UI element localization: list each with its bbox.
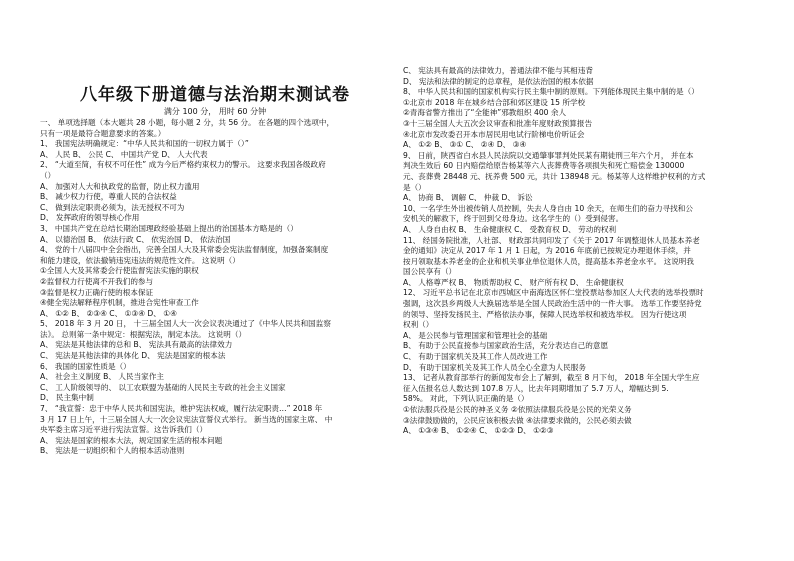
text-line: 12、 习近平总书记在北京市西城区中南海选区怀仁堂投票站参加区人大代表的选举投票时 xyxy=(403,288,704,298)
text-line: 和能力建设，依法撤销违宪违法的规范性文件。 这说明（） xyxy=(40,255,240,265)
text-line: 安机关的解救下，终于回到父母身边。这名学生的（）受到侵害。 xyxy=(403,214,624,224)
text-line: 只有一项是最符合题意要求的答案。） xyxy=(40,128,166,138)
text-line: 9、 日前，陕西省白水县人民法院以交通肇事罪判处民某有期徒刑三年六个月， 并在本 xyxy=(403,150,694,160)
text-line: 是（） xyxy=(403,182,426,192)
text-line: ①全国人大及其常委会行使监督宪法实施的职权 xyxy=(40,266,199,276)
text-line: ①依法服兵役是公民的神圣义务 ②依照法律服兵役是公民的光荣义务 xyxy=(403,405,632,414)
text-line: 权利（） xyxy=(403,320,434,330)
text-line: 6、 我国的国家性质是（） xyxy=(40,361,131,371)
text-line: 5、 2018 年 3 月 20 日， 十三届全国人大一次会议表决通过了《中华人民共和国监察 xyxy=(40,319,331,329)
text-line: ③法律鼓励做的，公民应该积极去做 ④法律要求做的，公民必须去做 xyxy=(403,415,632,425)
text-line: 11、 经国务院批准，人社部、 财政部共同印发了《关于 2017 年调整退休人员基本养老 xyxy=(403,235,700,245)
text-line: ④北京市发改委召开本市居民用电试行阶梯电价听证会 xyxy=(403,129,585,139)
text-line: 8、 中华人民共和国的国家机构实行民主集中制的原则。下列能体现民主集中制的是（） xyxy=(403,87,699,97)
text-line: D、 有助于国家机关及其工作人员全心全意为人民服务 xyxy=(403,362,586,372)
page-subtitle: 满分 100 分， 用时 60 分钟 xyxy=(163,107,267,116)
text-line: C、 做到法定职责必须为，法无授权不可为 xyxy=(40,202,185,212)
text-line: A、 ①② B、 ②③④ C、 ①③④ D、 ①④ xyxy=(40,308,177,318)
text-line: D、 发挥政府的领导核心作用 xyxy=(40,213,140,223)
text-line: 强调，这次县乡两级人大换届选举是全国人民政治生活中的一件大事。 选举工作要坚持党 xyxy=(403,299,702,309)
text-line: B、 有助于公民直接参与国家政治生活，充分表达自己的意愿 xyxy=(403,341,609,351)
text-line: A、 ①② B、 ③① C、 ②④ D、 ③④ xyxy=(403,140,527,150)
text-line: 按月领取基本养老金的企业和机关事业单位退休人员，提高基本养老金水平。 这说明我 xyxy=(403,256,694,266)
text-line: A、 社会主义制度 B、 人民当家作主 xyxy=(40,372,164,382)
text-line: 7、 “我宣誓：忠于中华人民共和国宪法，维护宪法权威，履行法定职责…” 2018 年 xyxy=(40,404,323,414)
text-line: 4、 党的十八届四中全会指出，完善全国人大及其常委会宪法监督制度，加强备案制度 xyxy=(40,245,329,255)
text-line: A、 人身自由权 B、 生命健康权 C、 受教育权 D、 劳动的权利 xyxy=(403,224,617,234)
text-line: 58%。 对此，下列认识正确的是（） xyxy=(403,394,529,404)
text-line: D、 民主集中制 xyxy=(40,393,94,403)
text-line: ③监督是权力正确行使的根本保证 xyxy=(40,287,154,297)
text-line: 元、丧葬费 28448 元、抚养费 500 元，共计 138948 元。杨某等人这样维护权利的方式 xyxy=(403,171,706,181)
text-line: 征入伍报名总人数达到 107.8 万人，比去年同期增加了 5.7 万人，增幅达到 5. xyxy=(403,383,669,393)
page-title: 八年级下册道德与法治期末测试卷 xyxy=(80,85,350,105)
text-line: A、 是公民参与管理国家和管理社会的基础 xyxy=(403,330,548,340)
text-line: 国公民享有（） xyxy=(403,267,457,277)
text-line: ②青海省警方推出了“全能神”邪教组织 400 余人 xyxy=(403,108,567,118)
text-line: A、 人格尊严权 B、 物质帮助权 C、 财产所有权 D、 生命健康权 xyxy=(403,277,624,287)
right-column xyxy=(403,66,753,437)
text-line: 13、 记者从教育部举行的新闻发布会上了解到，截至 8 月下旬， 2018 年全国大学生应 xyxy=(403,373,700,383)
text-line: 1、 我国宪法明确规定：“中华人民共和国的一切权力属于（）” xyxy=(40,139,249,149)
text-line: 法》。 总则第一条中规定：根据宪法，制定本法。 这说明（） xyxy=(40,329,247,339)
text-line: A、 宪法是其他法律的总和 B、 宪法具有最高的法律效力 xyxy=(40,340,233,350)
text-line: ④健全宪法解释程序机制，推进合宪性审查工作 xyxy=(40,298,199,308)
text-line: B、 减少权力行使，尊重人民的合法权益 xyxy=(40,192,177,202)
text-line: A、 以德治国 B、 依法行政 C、 依宪治国 D、 依法治国 xyxy=(40,234,231,244)
text-line: 3、 中国共产党在总结长期治国理政经验基础上提出的治国基本方略是的（） xyxy=(40,223,298,233)
text-line: （） xyxy=(40,170,56,180)
text-line: 10、一名学生外出被传销人员控制，失去人身自由 10 余天，在师生们的奋力寻找和公 xyxy=(403,203,693,213)
text-line: 3 月 17 日上午，十三届全国人大一次会议宪法宣誓仪式举行。 新当选的国家主席、 中 xyxy=(40,414,333,424)
text-line: 一、 单项选择题（本大题共 28 小题，每小题 2 分，共 56 分。 在各题的四个选项中， xyxy=(40,118,335,127)
text-line: C、 工人阶级领导的、 以工农联盟为基础的人民民主专政的社会主义国家 xyxy=(40,382,286,392)
text-line: 2、 “大道至简，有权不可任性” 成为今后严格约束权力的警示。 这要求我国各级政府 xyxy=(40,160,326,170)
text-line: ①北京市 2018 年在城乡结合部和郊区建设 15 所学校 xyxy=(403,97,586,107)
text-line: C、 有助于国家机关及其工作人员改进工作 xyxy=(403,352,548,362)
text-line: A、 ①③④ B、 ①②④ C、 ①②③ D、 ①②③ xyxy=(403,426,554,436)
text-line: A、 加强对人大和执政党的监督，防止权力滥用 xyxy=(40,181,200,191)
text-line: B、 宪法是一切组织和个人的根本活动准则 xyxy=(40,446,185,456)
text-line: D、 宪法和法律的制定的总章程，是依法治国的根本依据 xyxy=(403,76,594,86)
text-line: 央军委主席习近平进行宪法宣誓。这告诉我们（） xyxy=(40,425,208,435)
text-line: C、 宪法具有最高的法律效力，普通法律不能与其相违背 xyxy=(403,66,593,75)
text-line: 的领导、坚持发扬民主、严格依法办事，保障人民选举权和被选举权。 因为行使这项 xyxy=(403,309,687,319)
text-line: A、 宪法是国家的根本大法，规定国家生活的根本问题 xyxy=(40,435,223,445)
text-line: 判决生效后 60 日内赔偿给原告杨某等六人丧葬费等各项损失和死亡赔偿金 130000 xyxy=(403,161,685,171)
left-column xyxy=(40,118,390,457)
text-line: A、 人民 B、 公民 C、 中国共产党 D、 人大代表 xyxy=(40,149,208,159)
text-line: ②监督权力行使离不开我们的参与 xyxy=(40,276,154,286)
text-line: ③十三届全国人大五次会议审查和批准年度财政预算报告 xyxy=(403,118,593,128)
text-line: A、 协商 B、 调解 C、 仲裁 D、 诉讼 xyxy=(403,193,533,203)
text-line: C、 宪法是其他法律的具体化 D、 宪法是国家的根本法 xyxy=(40,351,226,361)
text-line: 金的通知》决定从 2017 年 1 月 1 日起，为 2016 年底前已按规定办理退休手续，并 xyxy=(403,246,691,256)
